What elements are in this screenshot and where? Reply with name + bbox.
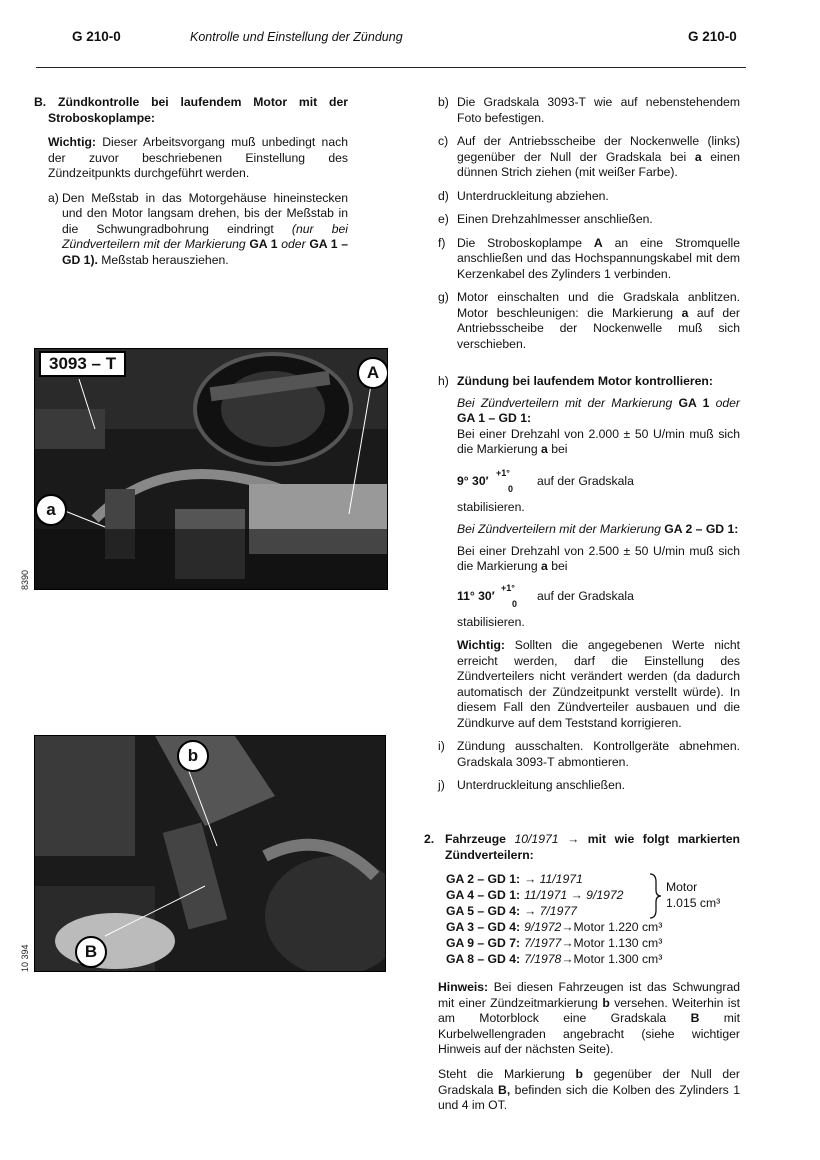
item-j [438, 778, 740, 794]
wichtig-label: Wichtig: [48, 135, 96, 149]
item-f-bold: A [593, 235, 603, 250]
photo1-fig-id: 8390 [20, 569, 30, 590]
h1-value: 9° 30′ [457, 473, 489, 488]
wichtig2-paragraph [457, 638, 740, 731]
item-i-text: Zündung ausschalten. Kontrollgeräte abnehmen. Gradskala 3093-T abmontieren. [457, 739, 740, 769]
table-row-dates: 11/1971 → 9/1972 [524, 888, 624, 902]
left-column [34, 95, 348, 268]
h2-unit: auf der Gradskala [537, 588, 634, 603]
brace-motor-label: Motor [666, 880, 698, 894]
item-g [438, 290, 740, 352]
steht-B: B, [498, 1082, 511, 1097]
table-row-code: GA 5 – GD 4: [446, 904, 521, 918]
header-left-code: G 210-0 [72, 29, 121, 44]
section-2-arrow: → [567, 832, 580, 846]
h1-value-row [457, 464, 740, 496]
table-row-dates: 7/1978 [524, 952, 562, 966]
brace-icon [648, 872, 662, 920]
table-row-code: GA 9 – GD 7: [446, 936, 521, 950]
hinweis-text1: Bei diesen Fahrzeugen ist das Schwungrad mit einer Zündzeitmarkierung [438, 980, 741, 1010]
callout-b: b [177, 740, 209, 772]
callout-a: a [35, 494, 67, 526]
item-f-label: f) [438, 235, 446, 250]
table-row-dates: 9/1972 [524, 920, 562, 934]
item-f-text2: an eine Stromquelle anschließen und das Hochspannungskabel mit dem Kerzenkabel des Zylinders 1 verbinden. [457, 235, 740, 281]
item-a [34, 191, 348, 269]
item-h-title: Zündung bei laufendem Motor kontrollieren: [457, 374, 713, 388]
h2-heading [457, 522, 740, 538]
steht-text2: gegenüber der Null der Gradskala [438, 1067, 740, 1097]
item-d-text: Unterdruckleitung abziehen. [457, 188, 609, 203]
photo-engine-scale-drawing [35, 349, 387, 589]
h1-tol-down: 0 [508, 483, 514, 494]
table-row-dates: → 11/1971 [524, 872, 583, 886]
item-d [438, 189, 740, 205]
section-2-bold1: Fahrzeuge [445, 832, 506, 846]
h2-italic: Bei Zündverteilern mit der Markierung [457, 522, 661, 536]
item-e [438, 212, 740, 228]
h1-bold-a: a [541, 442, 548, 456]
hinweis-b: b [602, 995, 610, 1010]
h2-bei: bei [551, 559, 568, 573]
h2-stab: stabilisieren. [457, 614, 525, 629]
callout-B: B [75, 936, 107, 968]
photo-engine-scale [34, 348, 388, 590]
table-row-code: GA 4 – GD 1: [446, 888, 521, 902]
section-b-title: B. Zündkontrolle bei laufendem Motor mit der Stroboskoplampe: [34, 95, 348, 125]
item-e-text: Einen Drehzahlmesser anschließen. [457, 212, 653, 226]
h1-bold2: GA 1 – GD 1: [457, 411, 532, 425]
hinweis-text2: versehen. Weiterhin ist am Motorblock eine Gradskala [438, 995, 740, 1025]
item-c-bold: a [694, 149, 702, 164]
item-a-label: a) [48, 190, 59, 205]
item-b-label: b) [438, 95, 449, 109]
table-row-motor: →Motor 1.130 cm³ [561, 936, 663, 950]
item-g-text2: auf der Antriebsscheibe der Nockenwelle muß sich verschieben. [457, 305, 740, 351]
item-g-text1: Motor einschalten und die Gradskala anblitzen. Motor beschleunigen: die Markierung [457, 290, 740, 320]
h2-bold-a: a [541, 559, 548, 573]
item-e-label: e) [438, 212, 449, 226]
table-row-dates: 7/1977 [524, 936, 562, 950]
table-row [446, 888, 623, 904]
table-row-dates: → 7/1977 [524, 904, 577, 918]
item-c [438, 134, 740, 181]
h1-unit: auf der Gradskala [537, 473, 634, 488]
steht-b: b [575, 1067, 583, 1081]
table-row-code: GA 2 – GD 1: [446, 872, 521, 886]
header-right-code: G 210-0 [688, 29, 737, 44]
table-row [446, 920, 662, 936]
h2-text: Bei einer Drehzahl von 2.500 ± 50 U/min muß sich die Markierung [457, 543, 740, 573]
h2-body [457, 544, 740, 575]
item-g-label: g) [438, 290, 449, 304]
callout-A: A [357, 357, 388, 389]
hinweis-paragraph [438, 980, 740, 1058]
table-row-code: GA 3 – GD 4: [446, 920, 521, 934]
item-j-label: j) [438, 778, 445, 792]
item-c-text2: einen dünnen Strich ziehen (mit weißer Farbe). [457, 149, 741, 179]
hinweis-B: B [690, 1011, 700, 1025]
item-h [438, 374, 740, 731]
table-row [446, 904, 577, 920]
h2-tol-up: +1° [501, 582, 515, 593]
h1-heading [457, 396, 740, 427]
h1-bold1: GA 1 [678, 395, 710, 410]
header-title: Kontrolle und Einstellung der Zündung [190, 30, 403, 44]
item-b [438, 95, 740, 126]
section-2-number: 2. [424, 832, 435, 846]
item-a-italic: (nur bei Zündverteilern mit der Markierung [62, 221, 348, 251]
steht-text3: befinden sich die Kolben des Zylinders 1 und 4 im OT. [438, 1082, 740, 1112]
h1-tol-up: +1° [496, 467, 510, 478]
item-c-text1: Auf der Antriebsscheibe der Nockenwelle (links) gegenüber der Null der Gradskala bei [457, 134, 740, 164]
item-c-label: c) [438, 134, 449, 148]
table-row-motor: →Motor 1.220 cm³ [561, 920, 663, 934]
photo-flywheel-mark [34, 735, 386, 972]
item-b-text: Die Gradskala 3093-T wie auf nebenstehendem Foto befestigen. [457, 95, 740, 125]
table-row-code: GA 8 – GD 4: [446, 952, 521, 966]
item-a-oder: oder [281, 237, 306, 251]
item-a-body [62, 191, 348, 269]
steht-paragraph [438, 1067, 740, 1114]
item-a-text: Den Meßstab in das Motorgehäuse hineinstecken und den Motor langsam drehen, bis der Meßstab in die Schwungradbohrung eindringt [62, 190, 348, 236]
hinweis-text3: mit Kurbelwellengraden angebracht (siehe wichtiger Hinweis auf der nächsten Seite). [438, 1011, 741, 1056]
h1-italic: Bei Zündverteilern mit der Markierung [457, 395, 673, 410]
photo2-fig-id: 10 394 [20, 944, 30, 972]
item-d-label: d) [438, 188, 449, 203]
item-a-end: Meßstab herausziehen. [101, 252, 229, 267]
table-row [446, 872, 583, 888]
steht-text1: Steht die Markierung [438, 1067, 565, 1081]
h2-value-row [457, 579, 740, 611]
wichtig2-text: Sollten die angegebenen Werte nicht erreicht werden, darf die Einstellung des Zündverteilers nicht verändert werden (da dadurch automatisch der Zündzeitpunkt verstellt würde). In diesem Fall den Zündverteiler ausbauen und die Zündkurve auf dem Teststand korrigieren. [457, 638, 740, 730]
item-a-bold2: GA 1 – GD 1). [62, 237, 348, 267]
item-a-bold1: GA 1 [249, 237, 278, 251]
wichtig2-label: Wichtig: [457, 638, 505, 652]
h1-text: Bei einer Drehzahl von 2.000 ± 50 U/min muß sich die Markierung [457, 426, 740, 456]
item-f-text1: Die Stroboskoplampe [457, 235, 583, 250]
table-row-motor: →Motor 1.300 cm³ [561, 952, 663, 966]
item-g-bold: a [681, 305, 689, 320]
h1-oder: oder [715, 395, 740, 410]
h2-bold: GA 2 – GD 1: [664, 522, 739, 536]
wichtig-paragraph [34, 135, 348, 182]
item-i [438, 739, 740, 770]
item-f [438, 236, 740, 283]
wichtig-text: Dieser Arbeitsvorgang muß unbedingt nach der zuvor beschriebenen Einstellung des Zündzeitpunkts durchgeführt werden. [48, 135, 348, 180]
section-2-bold2: mit wie folgt markierten Zündverteilern: [445, 832, 741, 862]
item-h-label: h) [438, 374, 449, 388]
header-rule [36, 67, 746, 68]
h1-body [457, 427, 740, 458]
table-row [446, 936, 662, 952]
hinweis-label: Hinweis: [438, 980, 489, 994]
section-2-heading [424, 832, 740, 863]
brace-motor-cc: 1.015 cm³ [666, 896, 721, 910]
photo1-tag: 3093 – T [39, 351, 126, 377]
h1-bei: bei [551, 442, 568, 456]
right-column [438, 95, 740, 794]
item-j-text: Unterdruckleitung anschließen. [457, 778, 626, 792]
section-2-italic: 10/1971 [514, 832, 559, 846]
h2-tol-down: 0 [512, 598, 518, 609]
h2-value: 11° 30′ [457, 588, 495, 603]
table-row [446, 952, 662, 968]
h1-stab: stabilisieren. [457, 499, 525, 514]
item-i-label: i) [438, 739, 445, 753]
